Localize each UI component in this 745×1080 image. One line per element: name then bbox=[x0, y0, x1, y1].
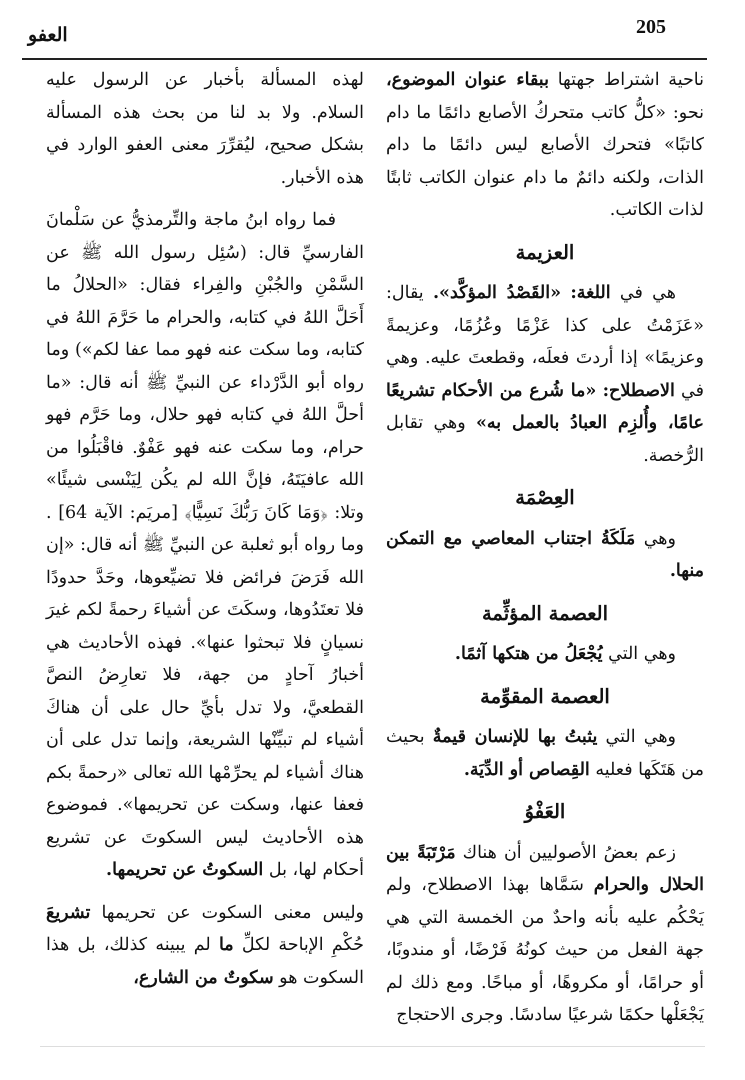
bold-run: سكوتٌ من الشارع، bbox=[133, 967, 274, 988]
text-run: فما رواه ابنُ ماجة والتِّرمذيُّ عن سَلْمانَ الفارسيِّ قال: (سُئِل رسول الله ﷺ عن السَّمْنِ والجُبْنِ والفِراء فقال: «الحلالُ ما أَحَلَّ اللهُ في كتابه، والحرام ما حَرَّمَ اللهُ في كتابه، وما سكت عنه فهو مما عفا لكم») وما رواه أبو الدَّرْداء عن النبيِّ ﷺ أنه قال: «ما أحلَّ اللهُ في كتابه فهو حلال، وما حَرَّم فهو حرام، وما سكت عنه فهو عَفْوٌ. فاقْبَلُوا من الله عافيَتَهُ، فإنَّ الله لم يكُن لِيَنْسى شيئًا» وتلا: ﴿وَمَا كَانَ رَبُّكَ نَسِيًّا﴾ [مريَم: الآية 64] . وما رواه أبو ثعلبة عن النبيِّ ﷺ أنه قال: «إن الله فَرَضَ فرائض فلا تضيِّعوها، وحَدَّ حدودًا فلا تعتَدُوها، وسكَتَ عن أشياءَ رحمةً لكم غيرَ نسيانٍ فلا تبحثوا عنها». فهذه الأحاديث هي أخبارُ آحادٍ من جهة، فلا تعارِضُ النصَّ القطعيَّ، ولا تدل بأيِّ حال على أن هناكَ أشياء لم تبيِّنْها الشريعة، وإنما تدل على أن هناك أشياء لم يحرِّمْها الله تعالى «رحمةً بكم فعفا عنها، وسكت عن تحريمها». فموضوع هذه الأحاديث ليس السكوتَ عن تشريع أحكام لها، بل bbox=[46, 210, 364, 880]
text-run: سَمَّاها بهذا الاصطلاح، ولم يَحْكُم عليه بأنه واحدٌ من الخمسة التي هي جهة الفعل من حيث كونُهُ فَرْضًا، أو مندوبًا، أو حرامًا، أو مكروهًا، أو مباحًا. ومع ذلك لم يَجْعَلْها حكمًا شرعيًا سادسًا. وجرى الاحتجاج bbox=[386, 875, 704, 1025]
bold-run: «ما شُرع من الأحكام تشريعًا عامًا، وأُلزِم العبادُ بالعمل به» bbox=[386, 380, 705, 433]
bold-run: الاصطلاح: bbox=[602, 380, 675, 401]
bold-run: اللغة: bbox=[570, 283, 611, 303]
text-run bbox=[561, 283, 570, 303]
isma-muathima-paragraph bbox=[386, 638, 704, 671]
heading-isma: العِصْمَة bbox=[515, 486, 575, 509]
text-run: وهي التي bbox=[597, 727, 676, 747]
text-run: وهي التي bbox=[602, 644, 676, 664]
bold-run: ببقاء عنوان الموضوع، bbox=[386, 70, 549, 90]
heading-isma-muathima: العصمة المؤثِّمة bbox=[481, 601, 609, 625]
text-run: لم يبينه كذلك، بل هذا السكوت هو bbox=[46, 935, 364, 988]
bold-run: مَلَكَةُ اجتناب المعاصي مع التمكن منها. bbox=[386, 528, 704, 581]
heading-isma-muqawwima: العصمة المقوِّمة bbox=[480, 684, 610, 708]
left-column bbox=[46, 64, 364, 1004]
closing-paragraph bbox=[46, 897, 364, 995]
bold-run: تشريعَ bbox=[46, 902, 91, 923]
intro-paragraph bbox=[386, 64, 704, 227]
text-run: زعم بعضُ الأصوليين أن هناك bbox=[455, 842, 676, 863]
text-run: هي في bbox=[610, 283, 676, 303]
text-run: وهي bbox=[635, 528, 676, 549]
page-number: 205 bbox=[636, 16, 666, 38]
bold-run: يثبتُ بها للإنسان قيمةٌ bbox=[432, 727, 598, 747]
text-run: بحيث من هَتَكَها فعليه bbox=[386, 727, 704, 780]
azima-paragraph bbox=[386, 277, 704, 472]
bold-run: مَرْتَبَةً بين الحلال والحرام bbox=[386, 842, 704, 895]
text-run: وهي تقابل الرُّخصة. bbox=[386, 413, 704, 466]
afw-paragraph bbox=[386, 837, 704, 1032]
bold-run: السكوتُ عن تحريمها. bbox=[106, 860, 264, 880]
header-rule bbox=[22, 58, 707, 60]
text-run: ناحية اشتراط جهتها bbox=[548, 70, 704, 90]
heading-afw: العَفْوُ bbox=[524, 800, 566, 823]
bold-run: ما bbox=[218, 935, 234, 955]
right-column bbox=[386, 64, 704, 1042]
text-run: يقال: «عَزَمْتُ على كذا عَزْمًا وعُزُمًا، وعزيمةً وعزيمًا» إذا أردتَ فعلَه، وقطعتَ عليه. وهي في bbox=[386, 283, 704, 401]
bold-run: القِصاص أو الدِّيَة. bbox=[463, 759, 590, 780]
isma-paragraph bbox=[386, 523, 704, 588]
running-head: العفو bbox=[28, 24, 68, 46]
heading-azima: العزيمة bbox=[515, 240, 575, 264]
bold-run: «القَصْدُ المؤكَّد». bbox=[432, 283, 562, 303]
bold-run: يُجْعَلُ من هتكها آثمًا. bbox=[454, 644, 603, 664]
text-run: وليس معنى السكوت عن تحريمها bbox=[90, 902, 364, 923]
continuation-paragraph: لهذه المسألة بأخبار عن الرسول عليه السلام. ولا بد لنا من بحث هذه المسألة بشكل صحيح، ليُقرِّرَ معنى العفو الوارد في هذه الأخبار. bbox=[46, 70, 364, 188]
bottom-edge bbox=[40, 1046, 705, 1047]
hadith-paragraph bbox=[46, 204, 364, 887]
text-run: حُكْمِ الإباحة لكلِّ bbox=[233, 935, 365, 955]
isma-muqawwima-paragraph bbox=[386, 721, 704, 786]
text-run: نحو: «كلُّ كاتب متحركُ الأصابع دائمًا ما دام كاتبًا» فتحرك الأصابع ليس دائمًا ما دام الذات، ولكنه دائمٌ ما دام عنوان الكاتب ثابتًا لذات الكاتب. bbox=[386, 102, 704, 220]
